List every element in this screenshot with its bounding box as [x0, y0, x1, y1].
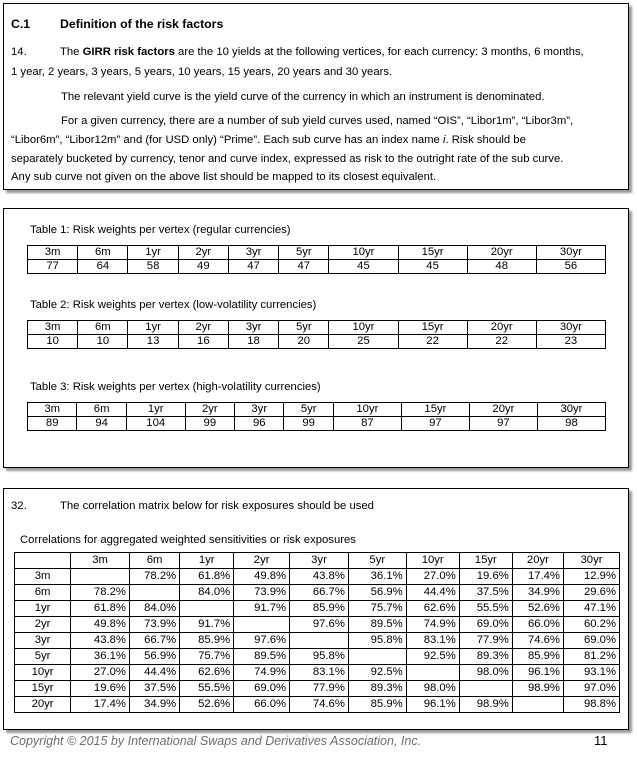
- para14-line2: 1 year, 2 years, 3 years, 5 years, 10 years, 15 years, 20 years and 30 years.: [11, 66, 393, 78]
- correlation-cell: 56.9%: [129, 649, 179, 665]
- table-row: [15, 649, 620, 665]
- risk-weight-cell: 49: [178, 260, 228, 274]
- correlation-cell: 85.9%: [512, 649, 563, 665]
- row-header: 15yr: [15, 681, 71, 697]
- correlation-cell: 98.8%: [563, 697, 619, 713]
- column-header: 1yr: [128, 321, 178, 335]
- correlation-cell: 96.1%: [406, 697, 459, 713]
- correlation-cell: 37.5%: [129, 681, 179, 697]
- column-header: 6m: [77, 403, 126, 417]
- correlation-cell: 92.5%: [348, 665, 406, 681]
- correlation-cell: 97.0%: [563, 681, 619, 697]
- risk-weight-cell: 16: [178, 335, 228, 349]
- correlation-cell: 34.9%: [512, 585, 563, 601]
- risk-weight-cell: 104: [126, 417, 185, 431]
- correlation-section: [3, 488, 629, 730]
- correlation-cell: [348, 649, 406, 665]
- row-header: 10yr: [15, 665, 71, 681]
- risk-weight-cell: 97: [469, 417, 537, 431]
- correlation-cell: 97.6%: [234, 633, 290, 649]
- correlation-cell: 61.8%: [71, 601, 130, 617]
- para14-line4: For a given currency, there are a number of sub yield curves used, named “OIS”, “Libor1m”, “Libor3m”,: [61, 115, 574, 127]
- column-header: 15yr: [459, 553, 512, 569]
- column-header: 15yr: [398, 321, 467, 335]
- correlation-cell: 55.5%: [459, 601, 512, 617]
- correlation-cell: 81.2%: [563, 649, 619, 665]
- definition-section: [3, 3, 629, 190]
- table-header-row: [15, 553, 620, 569]
- risk-weight-cell: 18: [228, 335, 278, 349]
- row-header: 2yr: [15, 617, 71, 633]
- correlation-cell: 85.9%: [290, 601, 349, 617]
- column-header: 30yr: [563, 553, 619, 569]
- risk-table-caption: Table 3: Risk weights per vertex (high-volatility currencies): [30, 381, 321, 393]
- table-row: [28, 417, 606, 431]
- copyright-footer: Copyright © 2015 by International Swaps and Derivatives Association, Inc.: [10, 734, 422, 748]
- correlation-caption: Correlations for aggregated weighted sensitivities or risk exposures: [20, 534, 356, 546]
- risk-weight-cell: 47: [228, 260, 278, 274]
- correlation-cell: [129, 585, 179, 601]
- correlation-cell: 44.4%: [129, 665, 179, 681]
- risk-weight-cell: 99: [185, 417, 234, 431]
- correlation-cell: [459, 681, 512, 697]
- risk-weight-cell: 64: [78, 260, 128, 274]
- column-header: 20yr: [467, 321, 536, 335]
- correlation-cell: 97.6%: [290, 617, 349, 633]
- correlation-cell: 12.9%: [563, 569, 619, 585]
- table-row: [15, 601, 620, 617]
- column-header: 3m: [28, 321, 78, 335]
- section-number: C.1: [11, 17, 31, 31]
- correlation-cell: 62.6%: [406, 601, 459, 617]
- risk-weight-cell: 22: [398, 335, 467, 349]
- row-header: 3m: [15, 569, 71, 585]
- table-row: [15, 697, 620, 713]
- risk-weight-cell: 87: [333, 417, 401, 431]
- correlation-cell: 78.2%: [129, 569, 179, 585]
- correlation-cell: 69.0%: [459, 617, 512, 633]
- page-number: 11: [594, 733, 608, 748]
- row-header: 3yr: [15, 633, 71, 649]
- correlation-cell: 84.0%: [180, 585, 234, 601]
- column-header: 5yr: [284, 403, 333, 417]
- risk-weight-cell: 96: [235, 417, 284, 431]
- section-title: Definition of the risk factors: [60, 17, 224, 31]
- risk-weight-cell: 20: [279, 335, 329, 349]
- correlation-cell: 74.6%: [290, 697, 349, 713]
- column-header: 3yr: [228, 321, 278, 335]
- risk-weight-cell: 48: [467, 260, 536, 274]
- column-header: 10yr: [329, 321, 398, 335]
- table-header-row: [28, 321, 606, 335]
- correlation-cell: 60.2%: [563, 617, 619, 633]
- risk-weight-cell: 77: [28, 260, 78, 274]
- column-header: 30yr: [537, 403, 605, 417]
- risk-weights-section: [3, 208, 629, 468]
- risk-table-caption: Table 1: Risk weights per vertex (regular currencies): [30, 224, 291, 236]
- risk-weight-cell: 10: [28, 335, 78, 349]
- correlation-cell: 89.3%: [459, 649, 512, 665]
- column-header: 15yr: [401, 403, 469, 417]
- risk-weight-cell: 94: [77, 417, 126, 431]
- correlation-cell: 98.9%: [512, 681, 563, 697]
- risk-weight-cell: 22: [467, 335, 536, 349]
- para14-line3: The relevant yield curve is the yield curve of the currency in which an instrument is denominated.: [61, 91, 545, 103]
- correlation-cell: 52.6%: [512, 601, 563, 617]
- row-header: 6m: [15, 585, 71, 601]
- column-header: 10yr: [333, 403, 401, 417]
- correlation-cell: 83.1%: [406, 633, 459, 649]
- column-header: 3yr: [228, 246, 278, 260]
- correlation-cell: 89.5%: [234, 649, 290, 665]
- column-header: 1yr: [180, 553, 234, 569]
- para14-line7: Any sub curve not given on the above list should be mapped to its closest equivalent.: [11, 171, 437, 183]
- correlation-cell: 47.1%: [563, 601, 619, 617]
- correlation-cell: 74.9%: [234, 665, 290, 681]
- correlation-cell: 98.0%: [459, 665, 512, 681]
- correlation-cell: 62.6%: [180, 665, 234, 681]
- risk-weight-cell: 98: [537, 417, 605, 431]
- correlation-cell: 29.6%: [563, 585, 619, 601]
- correlation-cell: 19.6%: [459, 569, 512, 585]
- column-header: 10yr: [329, 246, 398, 260]
- correlation-cell: [234, 617, 290, 633]
- column-header: 6m: [78, 321, 128, 335]
- correlation-cell: 66.7%: [129, 633, 179, 649]
- column-header: 1yr: [128, 246, 178, 260]
- correlation-cell: [71, 569, 130, 585]
- correlation-cell: 44.4%: [406, 585, 459, 601]
- risk-weight-table: [27, 402, 606, 431]
- para32-number: 32.: [11, 500, 27, 512]
- risk-weight-cell: 56: [536, 260, 605, 274]
- correlation-cell: 27.0%: [71, 665, 130, 681]
- correlation-cell: 36.1%: [71, 649, 130, 665]
- para14-line5: “Libor6m”, “Libor12m” and (for USD only) “Prime”. Each sub curve has an index name i. Risk should be: [11, 134, 526, 146]
- table-header-row: [28, 246, 606, 260]
- correlation-cell: 52.6%: [180, 697, 234, 713]
- column-header: 2yr: [234, 553, 290, 569]
- risk-weight-cell: 45: [329, 260, 398, 274]
- column-header: 5yr: [348, 553, 406, 569]
- risk-weight-cell: 97: [401, 417, 469, 431]
- correlation-cell: 66.0%: [512, 617, 563, 633]
- risk-weight-table: [27, 245, 606, 274]
- table-row: [28, 335, 606, 349]
- correlation-cell: 77.9%: [290, 681, 349, 697]
- risk-table-caption: Table 2: Risk weights per vertex (low-volatility currencies): [30, 299, 317, 311]
- row-header: 1yr: [15, 601, 71, 617]
- risk-weight-cell: 47: [279, 260, 329, 274]
- correlation-cell: 19.6%: [71, 681, 130, 697]
- correlation-cell: 95.8%: [348, 633, 406, 649]
- correlation-cell: 73.9%: [129, 617, 179, 633]
- correlation-cell: 89.3%: [348, 681, 406, 697]
- correlation-cell: 69.0%: [234, 681, 290, 697]
- table-row: [15, 681, 620, 697]
- column-header: 3m: [28, 403, 77, 417]
- correlation-cell: 66.0%: [234, 697, 290, 713]
- correlation-cell: 91.7%: [234, 601, 290, 617]
- correlation-cell: 34.9%: [129, 697, 179, 713]
- correlation-cell: 56.9%: [348, 585, 406, 601]
- risk-weight-cell: 23: [536, 335, 605, 349]
- row-header: 5yr: [15, 649, 71, 665]
- column-header: 30yr: [536, 246, 605, 260]
- table-row: [15, 569, 620, 585]
- column-header: 6m: [78, 246, 128, 260]
- correlation-cell: 17.4%: [512, 569, 563, 585]
- table-row: [15, 633, 620, 649]
- correlation-cell: [290, 633, 349, 649]
- correlation-cell: 43.8%: [71, 633, 130, 649]
- table-row: [15, 585, 620, 601]
- risk-weight-cell: 13: [128, 335, 178, 349]
- column-header: 2yr: [185, 403, 234, 417]
- para32-text: The correlation matrix below for risk exposures should be used: [60, 500, 374, 512]
- column-header: 1yr: [126, 403, 185, 417]
- column-header: 20yr: [467, 246, 536, 260]
- correlation-cell: 55.5%: [180, 681, 234, 697]
- table-row: [15, 617, 620, 633]
- correlation-cell: [180, 601, 234, 617]
- correlation-cell: 85.9%: [180, 633, 234, 649]
- correlation-cell: 96.1%: [512, 665, 563, 681]
- correlation-cell: 77.9%: [459, 633, 512, 649]
- risk-weight-cell: 45: [398, 260, 467, 274]
- column-header: 20yr: [469, 403, 537, 417]
- column-header: 6m: [129, 553, 179, 569]
- correlation-cell: [406, 665, 459, 681]
- correlation-cell: 95.8%: [290, 649, 349, 665]
- correlation-cell: 49.8%: [234, 569, 290, 585]
- correlation-cell: 43.8%: [290, 569, 349, 585]
- correlation-cell: 93.1%: [563, 665, 619, 681]
- correlation-cell: 83.1%: [290, 665, 349, 681]
- column-header: 5yr: [279, 246, 329, 260]
- correlation-cell: 98.9%: [459, 697, 512, 713]
- risk-weight-cell: 25: [329, 335, 398, 349]
- column-header: 20yr: [512, 553, 563, 569]
- correlation-cell: 73.9%: [234, 585, 290, 601]
- correlation-cell: 98.0%: [406, 681, 459, 697]
- correlation-cell: 85.9%: [348, 697, 406, 713]
- correlation-table: [14, 552, 620, 713]
- correlation-cell: 49.8%: [71, 617, 130, 633]
- correlation-cell: 92.5%: [406, 649, 459, 665]
- column-header: 2yr: [178, 321, 228, 335]
- risk-weight-table: [27, 320, 606, 349]
- correlation-cell: 78.2%: [71, 585, 130, 601]
- column-header: 15yr: [398, 246, 467, 260]
- risk-weight-cell: 10: [78, 335, 128, 349]
- para14-line6: separately bucketed by currency, tenor and curve index, expressed as risk to the outright rate of the sub curve.: [11, 153, 564, 165]
- correlation-cell: 61.8%: [180, 569, 234, 585]
- column-header: 30yr: [536, 321, 605, 335]
- table-row: [15, 665, 620, 681]
- column-header: 3yr: [290, 553, 349, 569]
- correlation-cell: [512, 697, 563, 713]
- para14-line1: The GIRR risk factors are the 10 yields at the following vertices, for each currency: 3 months, 6 months,: [60, 46, 584, 58]
- correlation-cell: 66.7%: [290, 585, 349, 601]
- correlation-cell: 84.0%: [129, 601, 179, 617]
- table-header-row: [28, 403, 606, 417]
- column-header: 3m: [71, 553, 130, 569]
- risk-weight-cell: 89: [28, 417, 77, 431]
- column-header: 10yr: [406, 553, 459, 569]
- correlation-cell: 74.6%: [512, 633, 563, 649]
- para14-number: 14.: [11, 46, 27, 58]
- correlation-cell: 37.5%: [459, 585, 512, 601]
- correlation-cell: 75.7%: [180, 649, 234, 665]
- correlation-cell: 91.7%: [180, 617, 234, 633]
- column-header: 3m: [28, 246, 78, 260]
- column-header: 3yr: [235, 403, 284, 417]
- correlation-cell: 69.0%: [563, 633, 619, 649]
- risk-weight-cell: 58: [128, 260, 178, 274]
- correlation-cell: 36.1%: [348, 569, 406, 585]
- correlation-cell: 74.9%: [406, 617, 459, 633]
- risk-weight-cell: 99: [284, 417, 333, 431]
- correlation-cell: 75.7%: [348, 601, 406, 617]
- table-row: [28, 260, 606, 274]
- column-header: 2yr: [178, 246, 228, 260]
- correlation-cell: 27.0%: [406, 569, 459, 585]
- column-header: 5yr: [279, 321, 329, 335]
- correlation-cell: 89.5%: [348, 617, 406, 633]
- column-header: [15, 553, 71, 569]
- correlation-cell: 17.4%: [71, 697, 130, 713]
- row-header: 20yr: [15, 697, 71, 713]
